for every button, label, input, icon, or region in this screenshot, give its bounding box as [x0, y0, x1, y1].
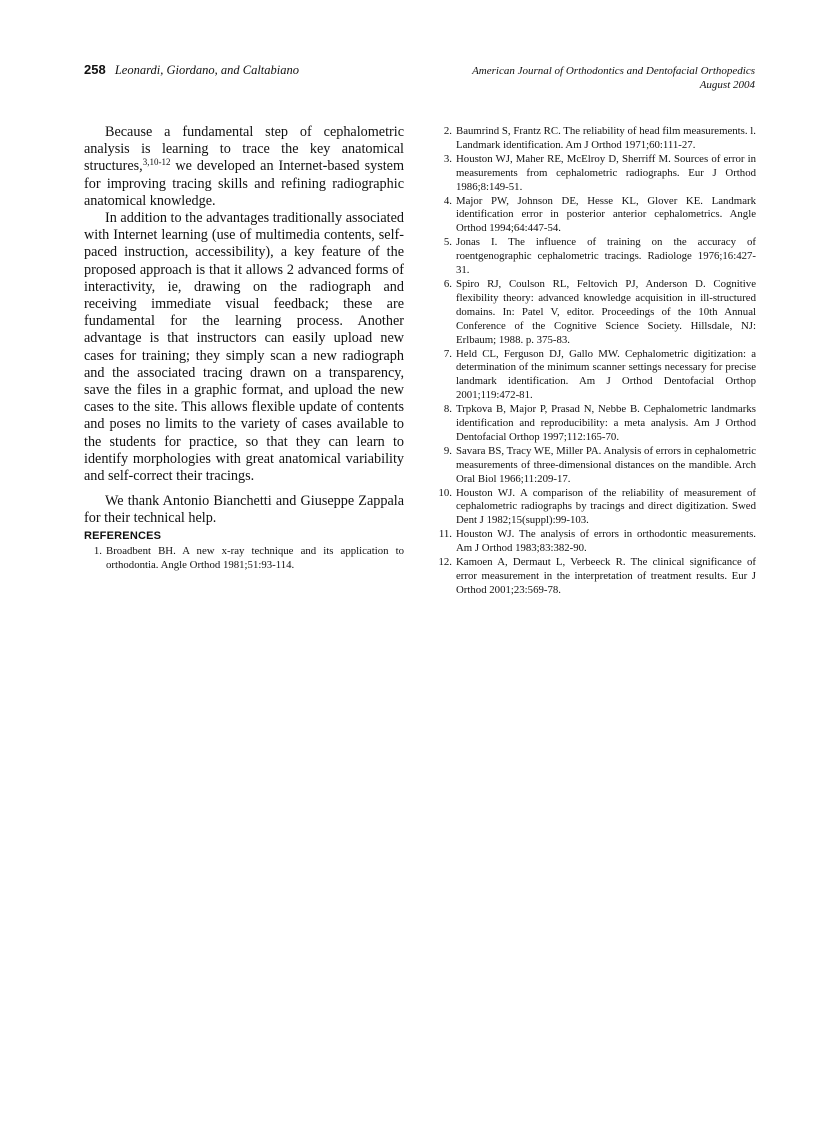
paragraph-text: we developed an Internet-based system for improving tracing skills and refining radiographic anatomical knowledge. — [84, 158, 404, 209]
reference-number: 7. — [443, 347, 452, 360]
running-authors: Leonardi, Giordano, and Caltabiano — [114, 63, 299, 77]
reference-number: 5. — [443, 236, 452, 249]
reference-item — [434, 125, 756, 153]
reference-number: 10. — [438, 486, 452, 499]
reference-text: Houston WJ. The analysis of errors in orthodontic measurements. Am J Orthod 1983;83:382-90. — [456, 528, 756, 555]
reference-item — [84, 545, 404, 573]
reference-number: 6. — [443, 277, 452, 290]
reference-number: 2. — [443, 125, 452, 137]
reference-text: Major PW, Johnson DE, Hesse KL, Glover KE. Landmark identification error in posterior anterior cephalometrics. Angle Orthod 1994;64:447-54. — [456, 194, 756, 235]
reference-item — [434, 487, 756, 529]
paragraph-text: Because a fundamental step of cephalometric analysis is learning to trace the key anatomical structures, — [84, 124, 404, 175]
reference-item — [434, 153, 756, 195]
right-column — [434, 125, 756, 598]
reference-item — [434, 348, 756, 404]
references-heading: REFERENCES — [84, 529, 162, 542]
citation-superscript: 3,10-12 — [142, 157, 171, 168]
reference-text: Baumrind S, Frantz RC. The reliability of head film measurements. l. Landmark identification. Am J Orthod 1971;60:111-27. — [456, 125, 756, 151]
reference-item — [434, 528, 756, 556]
reference-number: 4. — [443, 194, 452, 207]
reference-number: 11. — [438, 528, 452, 541]
reference-list-right — [434, 125, 756, 598]
reference-item — [434, 236, 756, 278]
reference-list-left — [84, 545, 404, 573]
reference-text: Jonas I. The influence of training on the accuracy of roentgenographic cephalometric tracings. Radiologe 1976;16:427-31. — [456, 236, 756, 277]
running-header-right — [472, 64, 755, 92]
left-column — [84, 124, 404, 573]
reference-text: Broadbent BH. A new x-ray technique and its application to orthodontia. Angle Orthod 1981;51:93-114. — [106, 544, 404, 571]
running-header-left — [84, 62, 299, 78]
acknowledgment: We thank Antonio Bianchetti and Giuseppe Zappala for their technical help. — [84, 493, 404, 527]
issue-date: August 2004 — [699, 79, 755, 91]
reference-text: Houston WJ, Maher RE, McElroy D, Sherriff M. Sources of error in measurements from cephalometric radiographs. Eur J Orthod 1986;8:149-51. — [456, 152, 756, 193]
reference-number: 12. — [438, 556, 452, 569]
reference-text: Houston WJ. A comparison of the reliability of measurement of cephalometric radiographs by tracings and direct digitization. Swed Dent J 1982;15(suppl):99-103. — [456, 486, 756, 527]
reference-number: 1. — [93, 544, 102, 557]
reference-item — [434, 445, 756, 487]
reference-text: Savara BS, Tracy WE, Miller PA. Analysis of errors in cephalometric measurements of three-dimensional distances on the mandible. Arch Oral Biol 1966;11:209-17. — [456, 444, 756, 485]
reference-number: 3. — [443, 152, 452, 165]
reference-text: Kamoen A, Dermaut L, Verbeeck R. The clinical significance of error measurement in the interpretation of treatment results. Eur J Orthod 2001;23:569-78. — [456, 556, 756, 596]
body-paragraph: In addition to the advantages traditionally associated with Internet learning (use of multimedia contents, self-paced instruction, accessibility), a key feature of the proposed approach is that it allows 2 advanced forms of interactivity, ie, drawing on the radiograph and receiving immediate visual feedback; these are fundamental for the learning process. Another advantage is that instructors can easily upload new cases for training; they simply scan a new radiograph and the associated tracing drawn on a transparency, save the files in a graphic format, and upload the new cases to the site. This allows flexible update of contents and poses no limits to the variety of cases available to the students for practice, so that they can learn to identify morphologies with great anatomical variability and self-correct their tracings. — [84, 210, 404, 485]
reference-text: Trpkova B, Major P, Prasad N, Nebbe B. Cephalometric landmarks identification and reproducibility: a meta analysis. Am J Orthod Dentofacial Orthop 1997;112:165-70. — [456, 403, 756, 443]
reference-item — [434, 195, 756, 237]
reference-number: 8. — [443, 403, 452, 416]
page-number: 258 — [84, 62, 106, 77]
reference-text: Held CL, Ferguson DJ, Gallo MW. Cephalometric digitization: a determination of the minimum scanner settings necessary for precise landmark identification. Am J Orthod Dentofacial Orthop 2001;119:472-81. — [456, 347, 756, 402]
reference-number: 9. — [443, 444, 452, 457]
reference-item — [434, 403, 756, 445]
reference-text: Spiro RJ, Coulson RL, Feltovich PJ, Anderson D. Cognitive flexibility theory: advanced knowledge acquisition in ill-structured domains. In: Patel V, editor. Proceedings of the 10th Annual Conference of the Cognitive Science Society. Hillsdale, NJ: Erlbaum; 1988. p. 375-83. — [456, 277, 756, 346]
body-paragraph — [84, 124, 404, 210]
reference-item — [434, 278, 756, 348]
reference-item — [434, 556, 756, 598]
journal-name: American Journal of Orthodontics and Dentofacial Orthopedics — [472, 65, 755, 77]
